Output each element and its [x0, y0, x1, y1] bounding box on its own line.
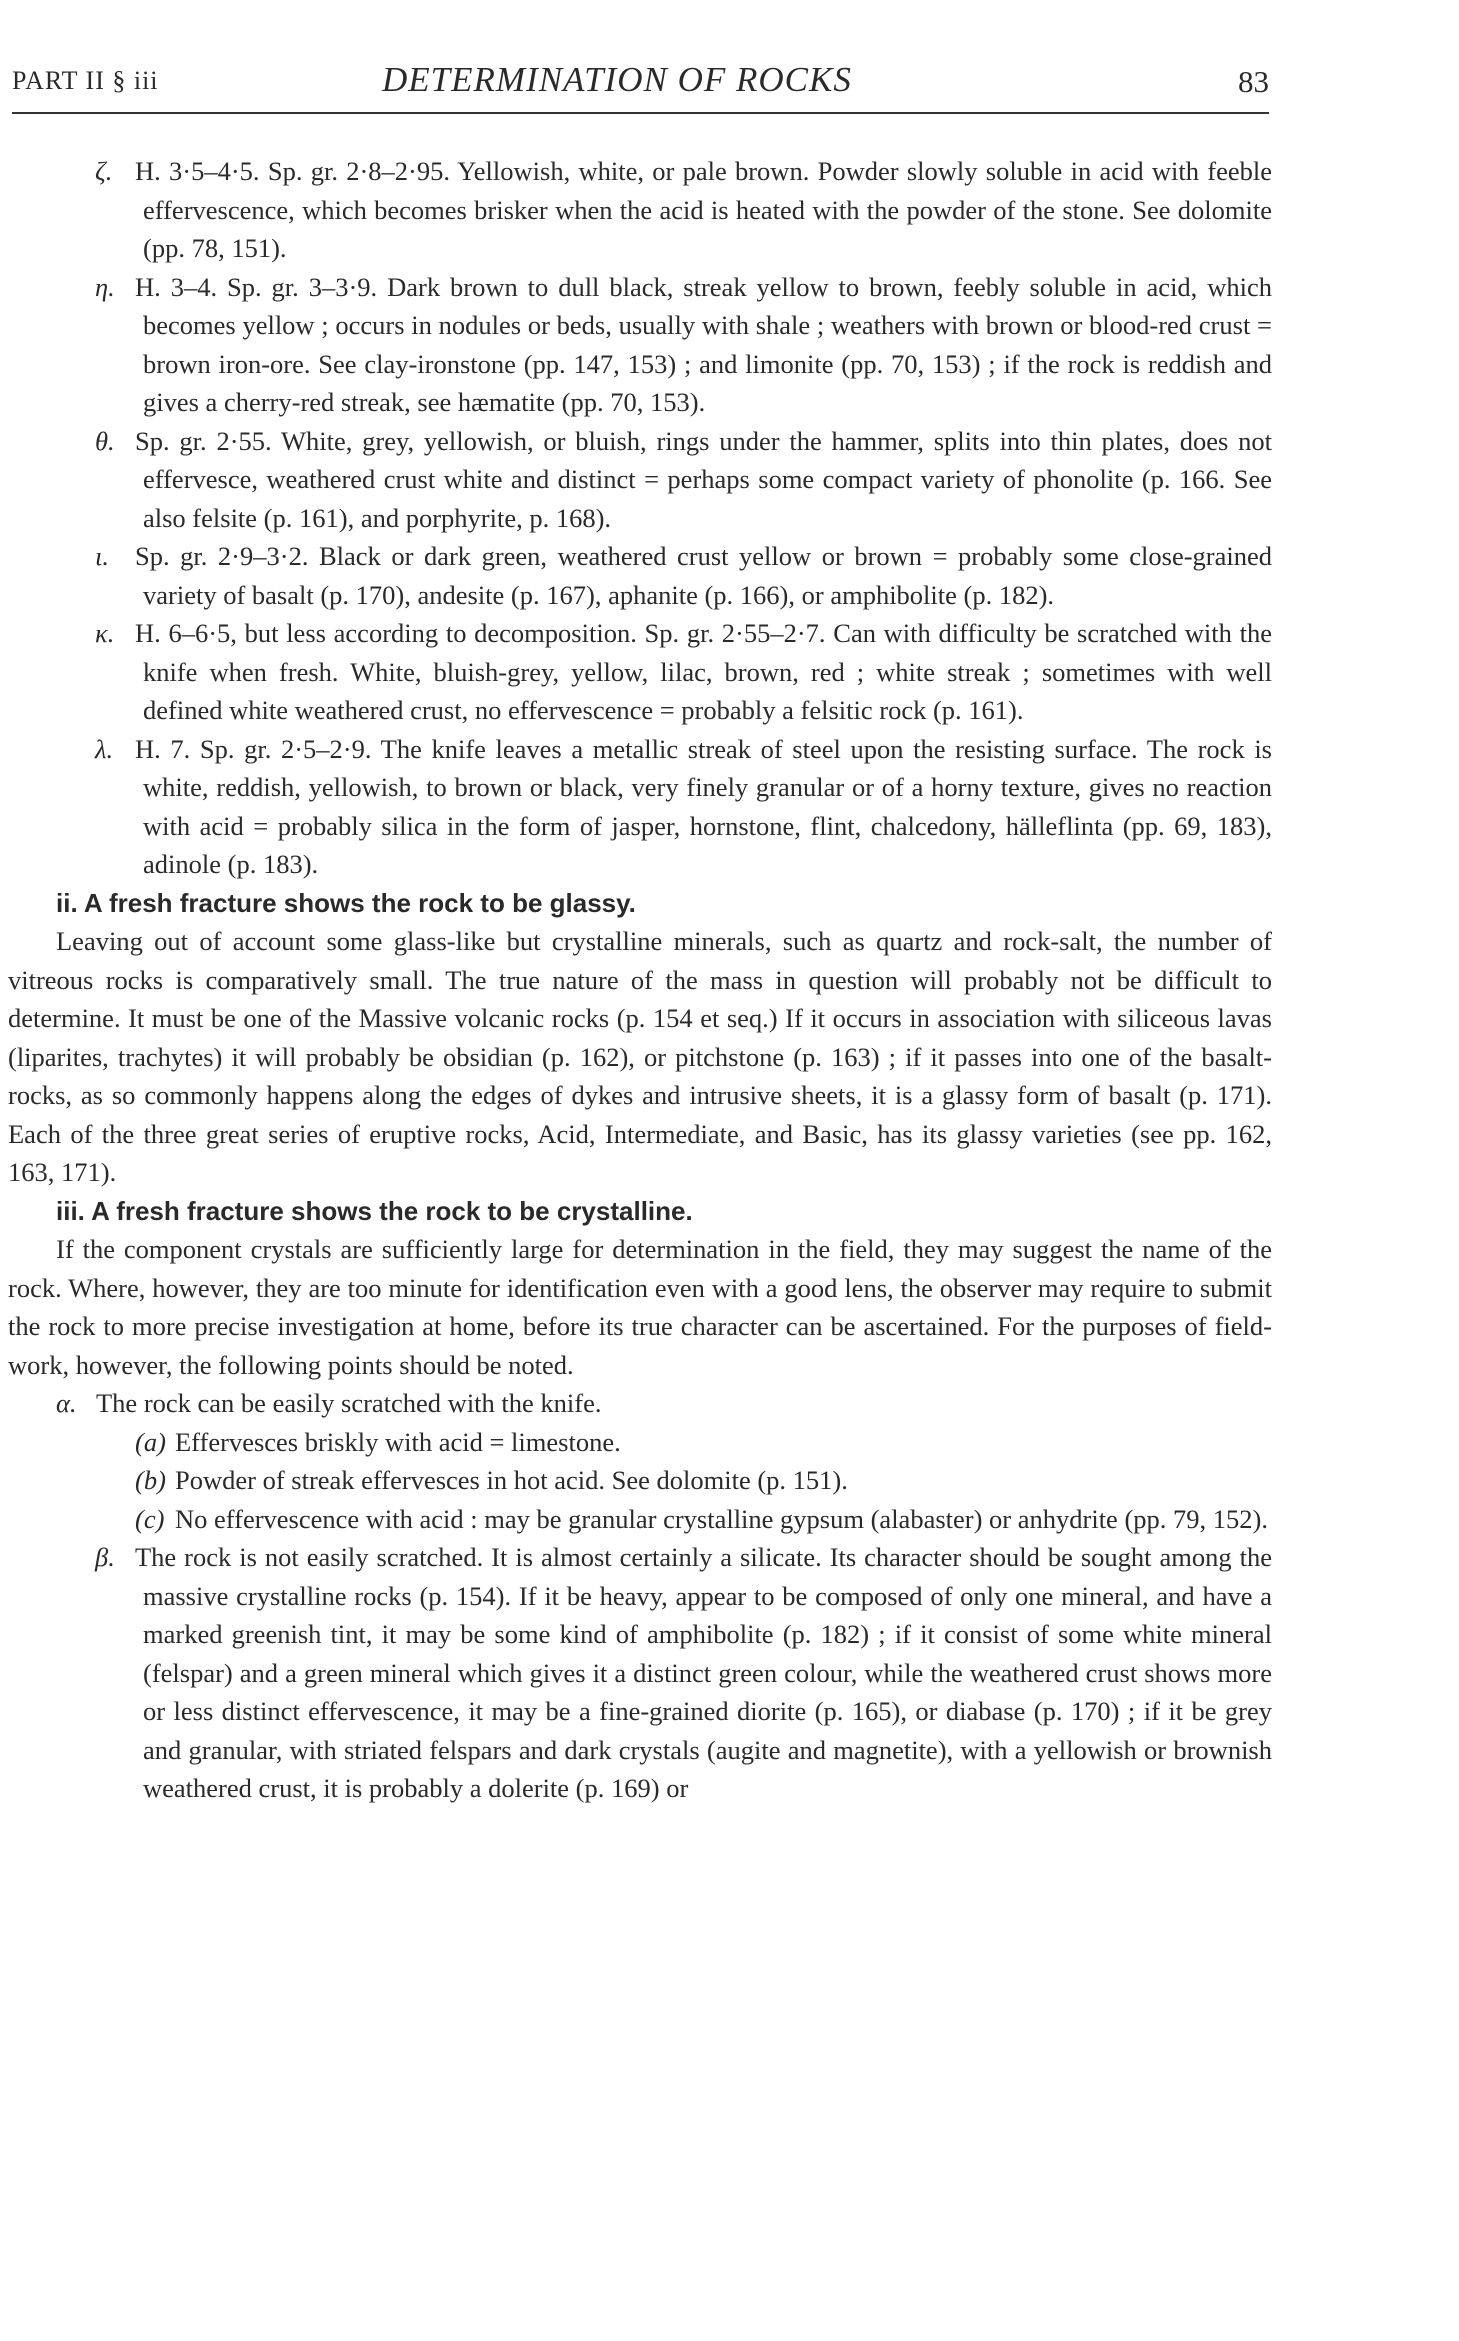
- item-text: Sp. gr. 2·55. White, grey, yellowish, or bluish, rings under the hammer, splits into thin plates, does not effervesce, weathered crust white and distinct = perhaps some compact variety of phonolite (p. 166. See also felsite (p. 161), and porphyrite, p. 168).: [135, 425, 1272, 533]
- paragraph-glassy: Leaving out of account some glass-like but crystalline minerals, such as quartz and rock-salt, the number of vitreous rocks is comparatively small. The true nature of the mass in question will probably not be difficult to determine. It must be one of the Massive volcanic rocks (p. 154 et seq.) If it occurs in association with siliceous lavas (liparites, trachytes) it will probably be obsidian (p. 162), or pitchstone (p. 163) ; if it passes into one of the basalt-rocks, as so commonly happens along the edges of dykes and intrusive sheets, it is a glassy form of basalt (p. 171). Each of the three great series of eruptive rocks, Acid, Intermediate, and Basic, has its glassy varieties (see pp. 162, 163, 171).: [8, 926, 1272, 1187]
- list-item-eta: [8, 268, 1272, 422]
- item-text: H. 3–4. Sp. gr. 3–3·9. Dark brown to dull black, streak yellow to brown, feebly soluble in acid, which becomes yellow ; occurs in nodules or beds, usually with shale ; weathers with brown or blood-red crust = brown iron-ore. See clay-ironstone (pp. 147, 153) ; and limonite (pp. 70, 153) ; if the rock is reddish and gives a cherry-red streak, see hæmatite (pp. 70, 153).: [135, 271, 1272, 417]
- item-text: H. 3·5–4·5. Sp. gr. 2·8–2·95. Yellowish, white, or pale brown. Powder slowly soluble in acid with feeble effervescence, which becomes brisker when the acid is heated with the powder of the stone. See dolomite (pp. 78, 151).: [135, 156, 1272, 263]
- sub-item-a: [8, 1423, 1272, 1462]
- sub-item-marker: (a): [135, 1426, 166, 1457]
- sub-item-text: Effervesces briskly with acid = limestone.: [175, 1426, 621, 1457]
- page-header: [12, 60, 1269, 108]
- sub-item-b: [8, 1461, 1272, 1500]
- list-item-zeta: [8, 152, 1272, 268]
- list-item-theta: [8, 422, 1272, 538]
- list-item-iota: [8, 537, 1272, 614]
- sub-item-marker: (c): [135, 1503, 165, 1534]
- header-rule: [12, 112, 1269, 114]
- item-marker: λ.: [95, 733, 114, 764]
- sub-item-marker: (b): [135, 1465, 166, 1495]
- list-item-beta: [8, 1538, 1272, 1808]
- sub-item-text: Powder of streak effervesces in hot acid. See dolomite (p. 151).: [175, 1465, 848, 1495]
- item-marker: η.: [95, 271, 115, 302]
- item-text: The rock is not easily scratched. It is almost certainly a silicate. Its character should be sought among the massive crystalline rocks (p. 154). If it be heavy, appear to be composed of only one mineral, and have a marked greenish tint, it may be some kind of amphibolite (p. 182) ; if it consist of some white mineral (felspar) and a green mineral which gives it a distinct green colour, while the weathered crust shows more or less distinct effervescence, it may be a fine-grained diorite (p. 165), or diabase (p. 170) ; if it be grey and granular, with striated felspars and dark crystals (augite and magnetite), with a yellowish or brownish weathered crust, it is probably a dolerite (p. 169) or: [135, 1542, 1272, 1803]
- sub-item-c: [8, 1500, 1272, 1539]
- list-item-lambda: [8, 730, 1272, 884]
- section-heading-glassy: ii. A fresh fracture shows the rock to be glassy.: [56, 887, 636, 918]
- item-text: H. 6–6·5, but less according to decomposition. Sp. gr. 2·55–2·7. Can with difficulty be scratched with the knife when fresh. White, bluish-grey, yellow, lilac, brown, red ; white streak ; sometimes with well defined white weathered crust, no effervescence = probably a felsitic rock (p. 161).: [135, 618, 1272, 725]
- page-number: 83: [1238, 64, 1269, 99]
- item-text: H. 7. Sp. gr. 2·5–2·9. The knife leaves a metallic streak of steel upon the resisting surface. The rock is white, reddish, yellowish, to brown or black, very finely granular or of a horny texture, gives no reaction with acid = probably silica in the form of jasper, hornstone, flint, chalcedony, hälleflinta (pp. 69, 183), adinole (p. 183).: [135, 733, 1272, 879]
- item-marker: β.: [95, 1542, 115, 1572]
- section-heading-crystalline: iii. A fresh fracture shows the rock to be crystalline.: [56, 1195, 693, 1226]
- sub-item-text: No effervescence with acid : may be granular crystalline gypsum (alabaster) or anhydrite (pp. 79, 152).: [175, 1503, 1268, 1534]
- paragraph-crystalline: If the component crystals are sufficiently large for determination in the field, they may suggest the name of the rock. Where, however, they are too minute for identification even with a good lens, the observer may require to submit the rock to more precise investigation at home, before its true character can be ascertained. For the purposes of field-work, however, the following points should be noted.: [8, 1234, 1272, 1380]
- running-title: DETERMINATION OF ROCKS: [382, 60, 852, 99]
- item-marker: κ.: [95, 618, 115, 648]
- item-text: Sp. gr. 2·9–3·2. Black or dark green, weathered crust yellow or brown = probably some close-grained variety of basalt (p. 170), andesite (p. 167), aphanite (p. 166), or amphibolite (p. 182).: [135, 541, 1272, 610]
- item-marker: α.: [56, 1388, 77, 1418]
- part-label: PART II § iii: [12, 66, 159, 95]
- item-marker: ι.: [95, 541, 109, 571]
- page-body: [8, 152, 1272, 1808]
- item-text: The rock can be easily scratched with the knife.: [96, 1388, 602, 1418]
- list-item-alpha: [8, 1384, 1272, 1423]
- item-marker: ζ.: [95, 156, 113, 186]
- list-item-kappa: [8, 614, 1272, 730]
- item-marker: θ.: [95, 425, 115, 456]
